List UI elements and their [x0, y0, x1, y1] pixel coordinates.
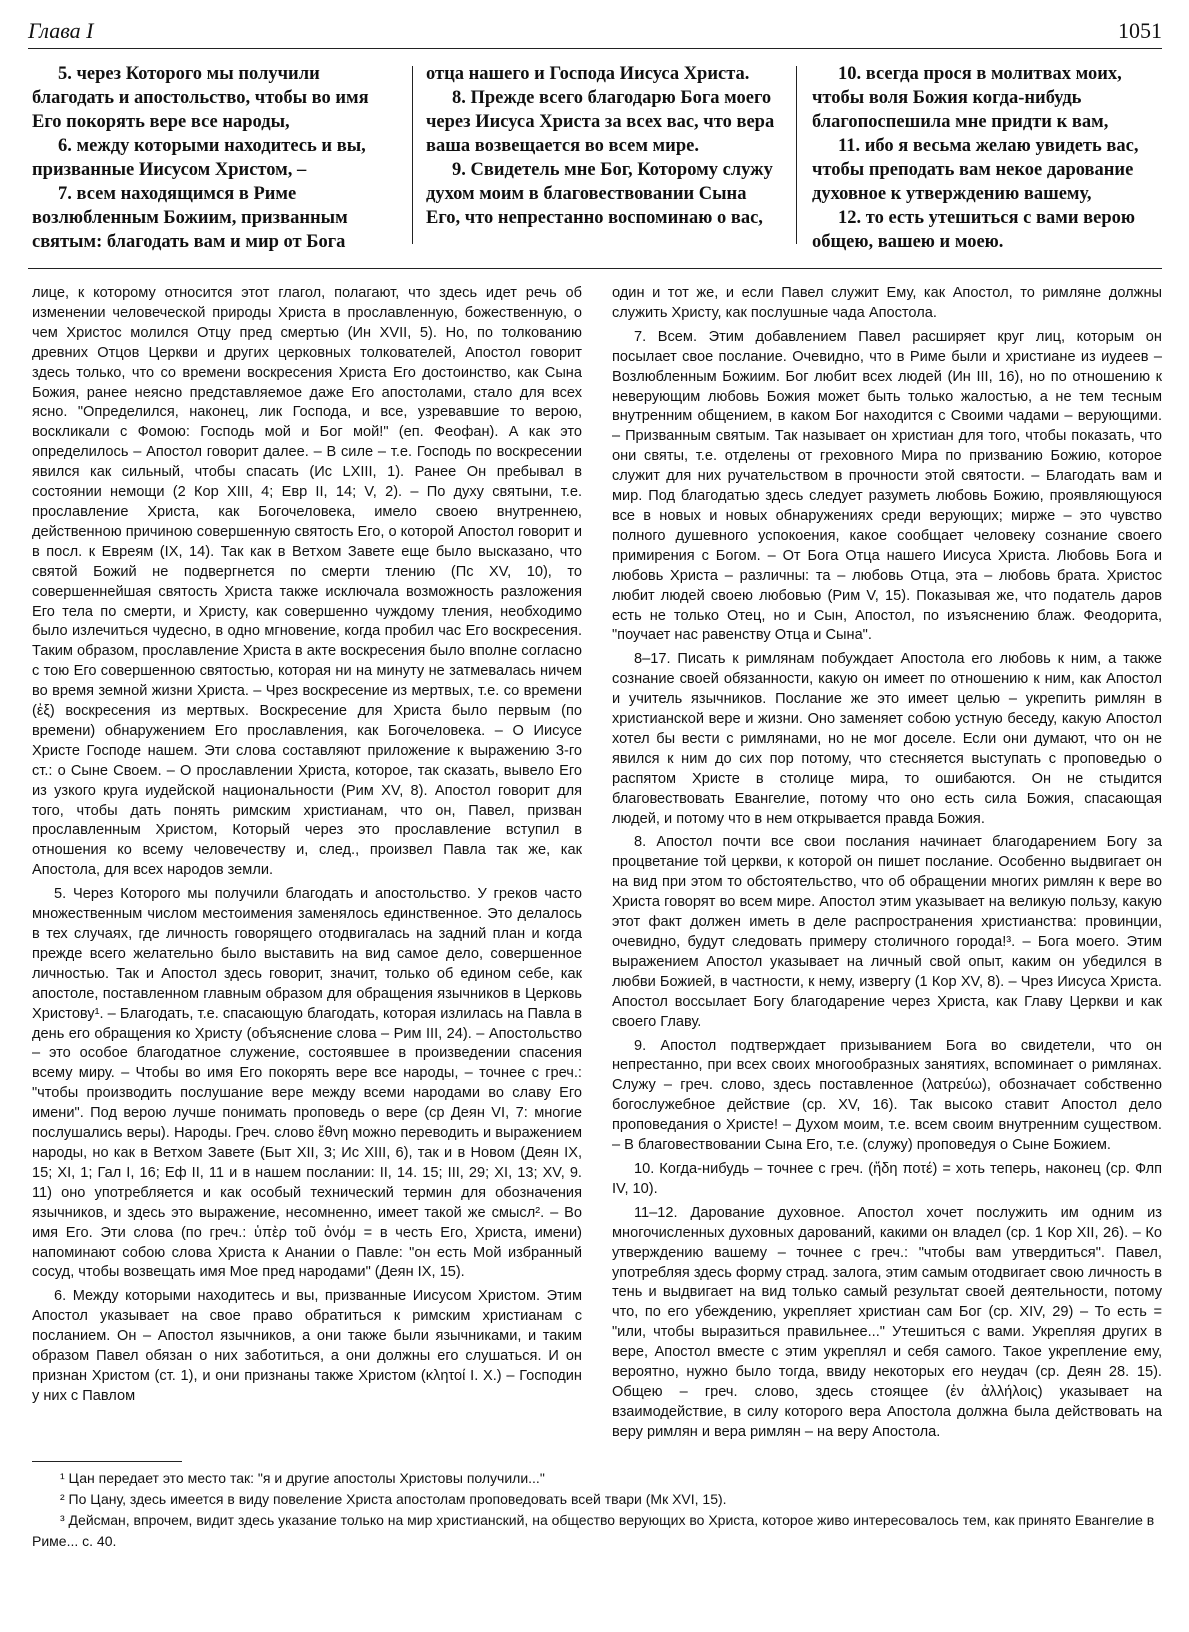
verse-7: 7. всем находящимся в Риме возлюбленным Божиим, призванным святым: благодать вам и мир от Бога	[32, 184, 348, 252]
commentary-paragraph: один и тот же, и если Павел служит Ему, как Апостол, то римляне должны служить Христу, как послушные чада Апостола.	[612, 285, 1162, 321]
verse-12: 12. то есть утешиться с вами верою общею, вашею и моею.	[812, 208, 1135, 252]
footnote-2: ² По Цану, здесь имеется в виду повеление Христа апостолам проповедовать всей твари (Мк XVI, 15).	[60, 1491, 727, 1507]
page-number: 1051	[1118, 18, 1162, 43]
verse-7-continued: отца нашего и Господа Иисуса Христа.	[426, 64, 750, 84]
verse-column-1	[32, 62, 396, 252]
scripture-verses	[28, 62, 1162, 262]
column-divider	[412, 66, 413, 244]
verse-11: 11. ибо я весьма желаю увидеть вас, чтобы преподать вам некое дарование духовное к утверждению вашему,	[812, 136, 1139, 204]
verse-8: 8. Прежде всего благодарю Бога моего через Иисуса Христа за всех вас, что вера ваша возвещается во всем мире.	[426, 88, 775, 156]
footnote-1: ¹ Цан передает это место так: "я и другие апостолы Христовы получили..."	[60, 1470, 545, 1486]
commentary-paragraph: 7. Всем. Этим добавлением Павел расширяет круг лиц, которым он посылает свое послание. Очевидно, что в Риме были и христиане из иудеев – Возлюбленным Божиим. Бог любит всех людей (Ин III, 16), но по отношению к неверующим любовь Божия может быть только жалостью, а не тем тесным внутренним общением, в каком Бог находится с Своими чадами – верующими. – Призванным святым. Так называет он христиан для того, чтобы показать, что они святы, т.е. отделены от греховного Мира по призванию Божию, которое служит для них ручательством в прочности этой святости. – Благодать вам и мир. Под благодатью здесь следует разуметь любовь Божию, проявляющуюся все в новых и новых обнаружениях среди верующих; миржe – это чувство полного душевного успокоения, какое сообщает человеку сознание своего примирения с Богом. – От Бога Отца нашего Иисуса Христа. Любовь Бога и любовь Христа – различны: та – любовь Отца, эта – любовь брата. Христос любит людей своею любовью (Рим V, 15). Показывая же, что податель даров есть не только Отец, но и Сын, Апостол, по изъяснению блаж. Феодорита, "поучает нас равенству Отца и Сына".	[612, 328, 1162, 644]
footnotes	[32, 1468, 1162, 1552]
commentary-left-column	[32, 284, 582, 1411]
commentary-right-column	[612, 284, 1162, 1447]
chapter-title: Глава I	[28, 18, 94, 43]
column-divider	[796, 66, 797, 244]
page-header	[28, 18, 1162, 49]
commentary-paragraph: 11–12. Дарование духовное. Апостол хочет послужить им одним из многочисленных духовных дарований, какими он владел (ср. 1 Кор XII, 26). – Ко утверждению вашему – точнее с греч.: "чтобы вам утвердиться". Павел, употребляя здесь форму страд. залога, этим самым отодвигает свою личность в тень и выдвигает на вид только самый результат своей деятельности, потому что, по его убеждению, укрепляет христиан сам Бог (ср. XIV, 29) – То есть = "или, чтобы выразиться правильнее..." Утешиться с вами. Укрепляя других в вере, Апостол вместе с этим укреплял и себя самого. Такое укрепление ему, вероятно, нужно было тогда, ввиду некоторых его неудач (ср. Деян 28. 15). Общею – греч. слово, здесь стоящее (ἐν ἀλλήλοις) указывает на взаимодействие, в силу которого вера Апостола должна была действовать на веру римлян и вера римлян – на веру Апостола.	[612, 1204, 1162, 1440]
commentary-paragraph: 10. Когда-нибудь – точнее с греч. (ἤδη ποτέ) = хоть теперь, наконец (ср. Флп IV, 10).	[612, 1160, 1162, 1197]
verse-column-2	[426, 62, 778, 252]
commentary-paragraph: 8. Апостол почти все свои послания начинает благодарением Богу за процветание той церкви, к которой он пишет послание. Особенно выдвигает он на вид при этом то обстоятельство, что об обращении многих римлян к вере во Христа говорят во всем мире. Апостол этим указывает на великую пользу, какую этот факт должен иметь в деле распространения христианства: провинции, очевидно, будут следовать примеру столичного города!³. – Бога моего. Этим выражением Апостол указывает на личный свой опыт, каким он убедился в любви Божией, в частности, к нему, извергу (1 Кор XV, 8). – Чрез Иисуса Христа. Апостол воссылает Богу благодарение через Христа, как Главу Церкви и как своего Главу.	[612, 834, 1162, 1030]
commentary-paragraph: 9. Апостол подтверждает призыванием Бога во свидетели, что он непрестанно, при всех своих многообразных занятиях, вспоминает о римлянах. Служу – греч. слово, здесь поставленное (λατρεύω), обозначает собственно богослужебное действие (ср. XV, 16). Так высоко ставит Апостол дело проповедания о Христе! – Духом моим, т.е. всем своим внутренним существом. – В благовествовании Сына Его, т.е. (служу) проповедуя о Сыне Божием.	[612, 1037, 1162, 1154]
footnote-3: ³ Дейсман, впрочем, видит здесь указание только на мир христианский, на общество верующих во Христа, которое живо интересовалось тем, как принято Евангелие в Риме... с. 40.	[32, 1512, 1155, 1549]
verse-10: 10. всегда прося в молитвах моих, чтобы воля Божия когда-нибудь благопоспешила мне придти к вам,	[812, 64, 1122, 132]
footnote-divider	[32, 1461, 182, 1462]
verse-9: 9. Свидетель мне Бог, Которому служу духом моим в благовествовании Сына Его, что непрестанно воспоминаю о вас,	[426, 160, 773, 228]
commentary-paragraph: 5. Через Которого мы получили благодать и апостольство. У греков часто множественным числом местоимения заменялось единственное. Это делалось в тех случаях, где личность говорящего отодвигалась на задний план и когда прежде всего желательно было выставить на вид самое дело, совершенное личностью. Так и Апостол здесь говорит, значит, только об едином себе, как апостоле, поставленном главным образом для обращения язычников в Церковь Христову¹. – Благодать, т.е. спасающую благодать, которая излилась на Павла в день его обращения ко Христу (объяснение слова – Рим III, 24). – Апостольство – это особое благодатное служение, состоявшее в произведении спасения всему миру. – Чтобы во имя Его покорять вере все народы, – точнее с греч.: "чтобы производить послушание вере между всеми народами во славу Его имени". Под верою лучше понимать проповедь о вере (ср Деян VI, 7: многие послушались веры). Народы. Греч. слово ἔθνη можно переводить и выражением народы, но как в Ветхом Завете (Быт XII, 3; Ис XIII, 6), так и в Новом (Деян IX, 15; XI, 1; Гал I, 16; Еф II, 11 и в нашем послании: II, 14. 15; III, 29; XI, 13; XV, 9. 11) оно употребляется и как особый технический термин для обозначения язычников, и здесь это выражение, несомненно, имеет такой же смысл². – Во имя Его. Эти слова (по греч.: ὑπὲρ τοῦ ὀνόμ = в честь Его, Христа, имени) напоминают собою слова Христа к Анании о Павле: "он есть Мой избранный сосуд, чтобы возвещать имя Мое пред народами" (Деян IX, 15).	[32, 886, 582, 1281]
section-divider	[28, 268, 1162, 269]
commentary-paragraph: 8–17. Писать к римлянам побуждает Апостола его любовь к ним, а также сознание своей обязанности, какую он имеет по отношению к ним, как Апостол и учитель язычников. Послание же это имеет целью – укрепить римлян в христианской вере и жизни. Оно заменяет собою устную беседу, какую Апостол хотел бы вести с римлянами, но не мог доселе. Если они думают, что он не явился к ним до сих пор потому, что стесняется выступать с проповедью о распятом Христе в столице мира, то ошибаются. Он не стыдится благовествовать Евангелие, потому что оно есть сила Божия, спасающая людей, и потому что в нем открывается правда Божия.	[612, 651, 1162, 827]
commentary-paragraph: 6. Между которыми находитесь и вы, призванные Иисусом Христом. Этим Апостол указывает на свое право обратиться к римским христианам с посланием. Он – Апостол язычников, а они также были язычниками, и таким образом Павел обязан о них заботиться, а они должны его слушаться. И он признан Христом (ст. 1), и они признаны также Христом (κλητοί Ι. Χ.) – Господин у них с Павлом	[32, 1288, 582, 1404]
commentary-paragraph: лице, к которому относится этот глагол, полагают, что здесь идет речь об изменении человеческой природы Христа в прославленную, божественную, о чем Христос молился Отцу пред смертью (Ин XVII, 5). Но, по толкованию древних Отцов Церкви и других церковных толкователей, Апостол говорит здесь только, что со времени воскресения Христа Его достоинство, как Сына Божия, ранее неясно представляемое даже Его апостолами, стало для всех ясно. "Определился, наконец, лик Господа, и все, узревавшие то верою, воскликали с Фомою: Господь мой и Бог мой!" (еп. Феофан). А как это определилось – Апостол говорит далее. – В силе – т.е. Господь по воскресении явился как сильный, чтобы спасать (Ис LXIII, 1). Ранее Он пребывал в состоянии немощи (2 Кор XIII, 4; Евр II, 14; V, 2). – По духу святыни, т.е. прославление Христа, как Богочеловека, имело своею внутреннею, действенною причиною совершенную святость Его, о которой Апостол говорит и в посл. к Евреям (IX, 14). Так как в Ветхом Завете еще было высказано, что святой Божий не подвергнется по смерти тлению (Пс XV, 10), то совершеннейшая святость Христа также исключала возможность разложения Его тела по смерти, и Христу, как совершенно чуждому тления, необходимо было излечиться чудесно, в одно мгновение, когда пробил час Его воскресения. Таким образом, прославление Христа в акте воскресения было вполне согласно с тою Его совершенною святостью, которая ни на минуту не затмевалась ничем во время земной жизни Христа. – Чрез воскресение из мертвых, т.е. со времени (ἐξ) воскресения из мертвых. Воскресение для Христа было первым (по времени) обнаружением Его прославления, как Богочеловека. – О Иисусе Христе Господе нашем. Эти слова составляют приложение к выражению 3-го ст.: о Сыне Своем. – О прославлении Христа, которое, так сказать, вывело Его из узкого круга иудейской национальности (Рим XV, 8). Апостол говорит для того, чтобы дать понять римским христианам, что он, Павел, призван прославленным Христом, Который через это прославление вступил в отношения ко всему человечеству и, след., произвел Павла так же, как Апостола, для всех народов земли.	[32, 285, 582, 879]
verse-5: 5. через Которого мы получили благодать и апостольство, чтобы во имя Его покорять вере все народы,	[32, 64, 369, 132]
verse-6: 6. между которыми находитесь и вы, призванные Иисусом Христом, –	[32, 136, 366, 180]
verse-column-3	[812, 62, 1162, 252]
